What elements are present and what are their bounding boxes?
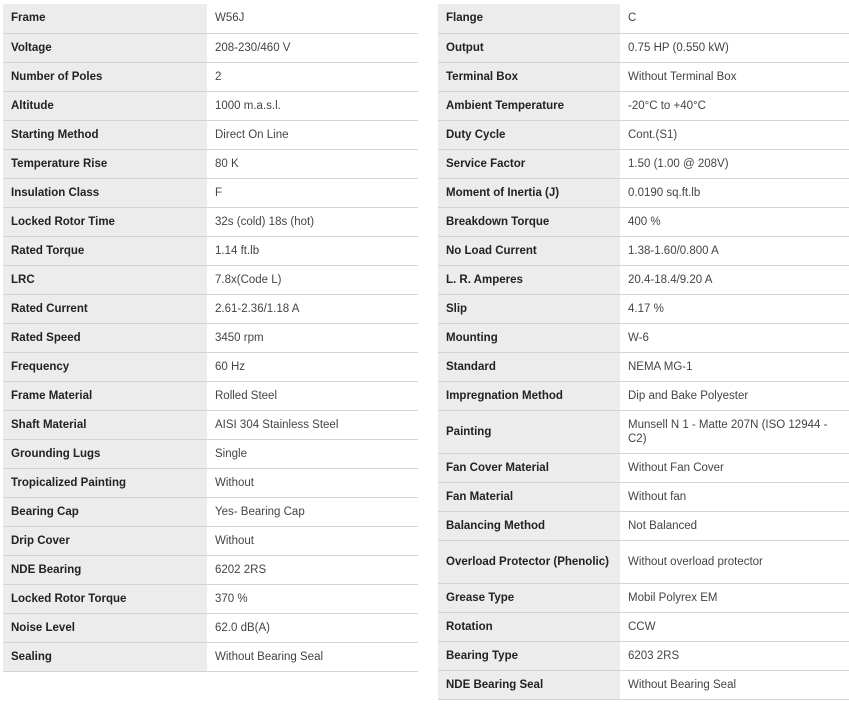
- spec-label: Overload Protector (Phenolic): [438, 540, 620, 583]
- spec-value: Dip and Bake Polyester: [620, 381, 849, 410]
- spec-label: Rated Speed: [3, 323, 207, 352]
- spec-row: [438, 294, 849, 323]
- spec-value: W56J: [207, 4, 418, 33]
- spec-row: [3, 62, 418, 91]
- spec-label: Bearing Type: [438, 641, 620, 670]
- spec-value: 1.14 ft.lb: [207, 236, 418, 265]
- spec-label: Slip: [438, 294, 620, 323]
- spec-table-right: [438, 4, 849, 700]
- spec-row: [438, 33, 849, 62]
- spec-row: [438, 453, 849, 482]
- spec-label: Ambient Temperature: [438, 91, 620, 120]
- spec-row: [438, 511, 849, 540]
- spec-label: Sealing: [3, 642, 207, 671]
- spec-row: [438, 120, 849, 149]
- spec-value: 0.0190 sq.ft.lb: [620, 178, 849, 207]
- spec-row: [438, 641, 849, 670]
- spec-label: Output: [438, 33, 620, 62]
- spec-value: 6203 2RS: [620, 641, 849, 670]
- spec-label: Breakdown Torque: [438, 207, 620, 236]
- spec-value: Single: [207, 439, 418, 468]
- spec-label: L. R. Amperes: [438, 265, 620, 294]
- spec-label: Terminal Box: [438, 62, 620, 91]
- spec-label: Voltage: [3, 33, 207, 62]
- spec-row: [438, 352, 849, 381]
- spec-value: 6202 2RS: [207, 555, 418, 584]
- spec-value: 4.17 %: [620, 294, 849, 323]
- spec-value: AISI 304 Stainless Steel: [207, 410, 418, 439]
- spec-row: [3, 4, 418, 33]
- spec-label: Locked Rotor Time: [3, 207, 207, 236]
- spec-label: Fan Cover Material: [438, 453, 620, 482]
- spec-label: Impregnation Method: [438, 381, 620, 410]
- spec-row: [438, 62, 849, 91]
- spec-row: [3, 120, 418, 149]
- spec-value: Cont.(S1): [620, 120, 849, 149]
- spec-label: Starting Method: [3, 120, 207, 149]
- spec-label: Painting: [438, 410, 620, 453]
- spec-value: Yes- Bearing Cap: [207, 497, 418, 526]
- spec-row: [3, 584, 418, 613]
- spec-value: 1000 m.a.s.l.: [207, 91, 418, 120]
- spec-row: [3, 294, 418, 323]
- spec-label: NDE Bearing Seal: [438, 670, 620, 699]
- spec-label: Number of Poles: [3, 62, 207, 91]
- spec-label: Locked Rotor Torque: [3, 584, 207, 613]
- spec-row: [3, 613, 418, 642]
- spec-value: Without fan: [620, 482, 849, 511]
- spec-value: 400 %: [620, 207, 849, 236]
- spec-value: 3450 rpm: [207, 323, 418, 352]
- spec-label: Altitude: [3, 91, 207, 120]
- spec-value: Without Bearing Seal: [207, 642, 418, 671]
- spec-row: [438, 149, 849, 178]
- spec-row: [438, 265, 849, 294]
- spec-row: [438, 236, 849, 265]
- spec-value: 7.8x(Code L): [207, 265, 418, 294]
- spec-value: 62.0 dB(A): [207, 613, 418, 642]
- spec-label: Grounding Lugs: [3, 439, 207, 468]
- spec-value: 2.61-2.36/1.18 A: [207, 294, 418, 323]
- spec-value: Mobil Polyrex EM: [620, 583, 849, 612]
- spec-value: 20.4-18.4/9.20 A: [620, 265, 849, 294]
- spec-value: Without Terminal Box: [620, 62, 849, 91]
- spec-label: Rated Current: [3, 294, 207, 323]
- spec-row: [438, 410, 849, 453]
- spec-row: [3, 352, 418, 381]
- spec-value: 60 Hz: [207, 352, 418, 381]
- spec-value: Munsell N 1 - Matte 207N (ISO 12944 - C2): [620, 410, 849, 453]
- spec-value: 1.38-1.60/0.800 A: [620, 236, 849, 265]
- spec-value: CCW: [620, 612, 849, 641]
- spec-row: [3, 642, 418, 671]
- spec-value: Without overload protector: [620, 540, 849, 583]
- spec-label: Temperature Rise: [3, 149, 207, 178]
- spec-row: [3, 149, 418, 178]
- spec-label: Moment of Inertia (J): [438, 178, 620, 207]
- spec-row: [3, 526, 418, 555]
- spec-label: Shaft Material: [3, 410, 207, 439]
- spec-value: Direct On Line: [207, 120, 418, 149]
- spec-value: 32s (cold) 18s (hot): [207, 207, 418, 236]
- spec-row: [438, 381, 849, 410]
- spec-value: W-6: [620, 323, 849, 352]
- spec-label: Grease Type: [438, 583, 620, 612]
- spec-row: [438, 178, 849, 207]
- spec-label: NDE Bearing: [3, 555, 207, 584]
- spec-label: Drip Cover: [3, 526, 207, 555]
- spec-label: Flange: [438, 4, 620, 33]
- spec-value: 80 K: [207, 149, 418, 178]
- spec-label: Tropicalized Painting: [3, 468, 207, 497]
- spec-row: [3, 439, 418, 468]
- spec-label: Duty Cycle: [438, 120, 620, 149]
- spec-label: Mounting: [438, 323, 620, 352]
- spec-row: [438, 670, 849, 699]
- spec-value: 208-230/460 V: [207, 33, 418, 62]
- spec-row: [3, 555, 418, 584]
- spec-label: Service Factor: [438, 149, 620, 178]
- spec-row: [438, 323, 849, 352]
- spec-row: [3, 178, 418, 207]
- spec-row: [3, 410, 418, 439]
- spec-row: [3, 236, 418, 265]
- spec-label: Frame Material: [3, 381, 207, 410]
- spec-row: [438, 207, 849, 236]
- spec-row: [3, 468, 418, 497]
- spec-label: Fan Material: [438, 482, 620, 511]
- spec-row: [438, 91, 849, 120]
- spec-value: 370 %: [207, 584, 418, 613]
- spec-row: [438, 540, 849, 583]
- spec-row: [3, 91, 418, 120]
- spec-row: [438, 583, 849, 612]
- spec-value: Not Balanced: [620, 511, 849, 540]
- spec-row: [3, 323, 418, 352]
- spec-value: 1.50 (1.00 @ 208V): [620, 149, 849, 178]
- spec-row: [3, 33, 418, 62]
- spec-row: [3, 207, 418, 236]
- spec-value: Rolled Steel: [207, 381, 418, 410]
- spec-row: [3, 265, 418, 294]
- spec-value: Without: [207, 526, 418, 555]
- spec-label: Noise Level: [3, 613, 207, 642]
- spec-value: -20°C to +40°C: [620, 91, 849, 120]
- spec-value: 2: [207, 62, 418, 91]
- spec-value: 0.75 HP (0.550 kW): [620, 33, 849, 62]
- spec-row: [3, 381, 418, 410]
- spec-label: Frequency: [3, 352, 207, 381]
- spec-row: [3, 497, 418, 526]
- spec-value: Without Bearing Seal: [620, 670, 849, 699]
- spec-label: Frame: [3, 4, 207, 33]
- spec-row: [438, 482, 849, 511]
- spec-label: LRC: [3, 265, 207, 294]
- spec-label: Rotation: [438, 612, 620, 641]
- spec-table-left: [3, 4, 418, 672]
- spec-row: [438, 612, 849, 641]
- spec-label: Standard: [438, 352, 620, 381]
- spec-label: Bearing Cap: [3, 497, 207, 526]
- spec-label: Rated Torque: [3, 236, 207, 265]
- spec-value: Without Fan Cover: [620, 453, 849, 482]
- spec-value: Without: [207, 468, 418, 497]
- spec-row: [438, 4, 849, 33]
- spec-value: C: [620, 4, 849, 33]
- spec-value: F: [207, 178, 418, 207]
- spec-label: Balancing Method: [438, 511, 620, 540]
- spec-label: Insulation Class: [3, 178, 207, 207]
- spec-value: NEMA MG-1: [620, 352, 849, 381]
- spec-label: No Load Current: [438, 236, 620, 265]
